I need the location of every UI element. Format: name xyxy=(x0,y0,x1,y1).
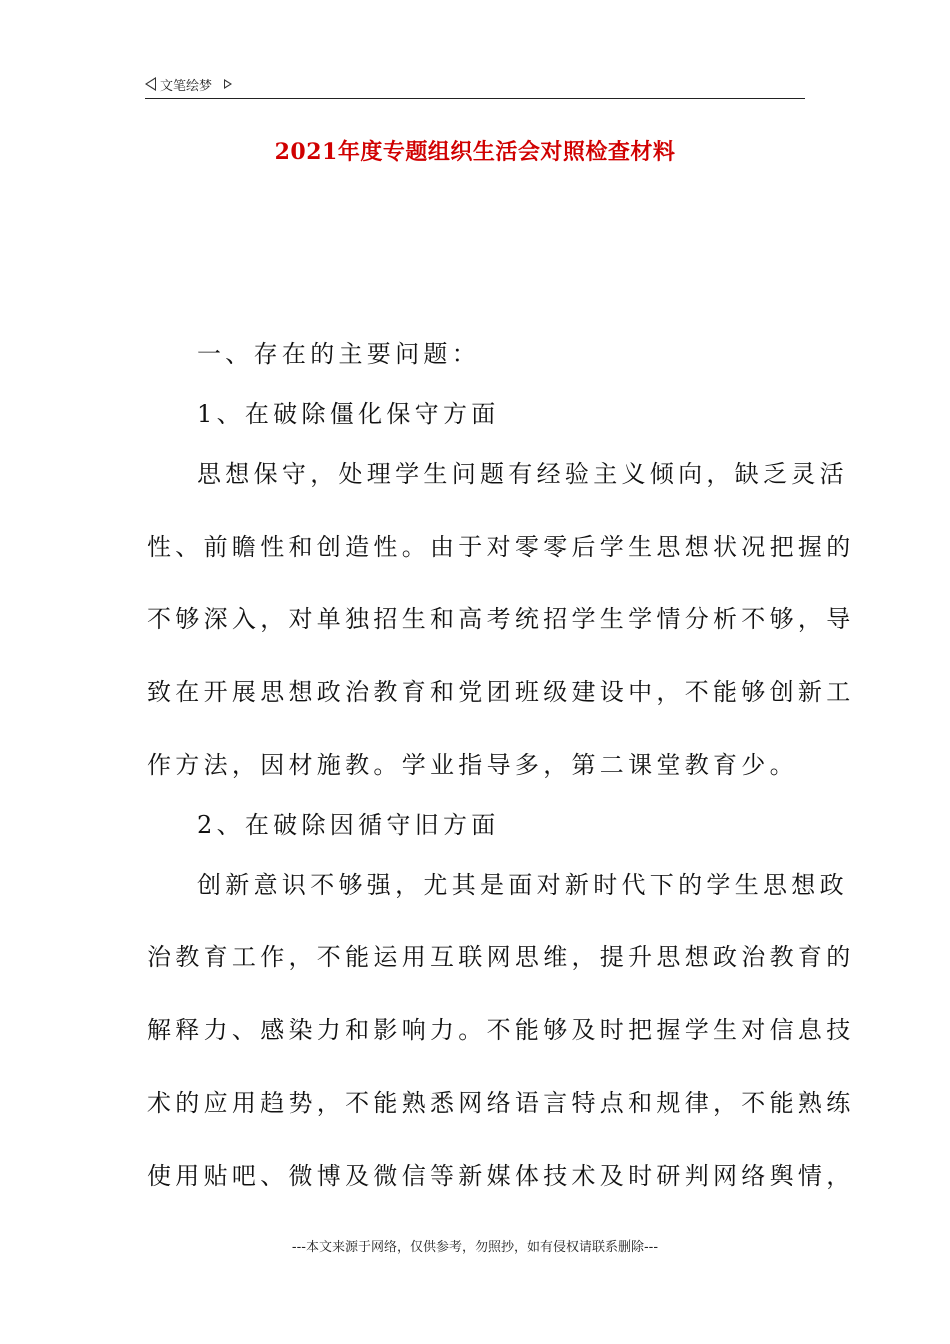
document-title: 2021年度专题组织生活会对照检查材料 xyxy=(274,139,676,165)
footer-disclaimer: ---本文来源于网络，仅供参考，勿照抄，如有侵权请联系删除--- xyxy=(291,1240,659,1255)
document-body xyxy=(147,330,855,1224)
subsection-heading: 2、在破除因循守旧方面 xyxy=(197,810,500,839)
paragraph-line: 使用贴吧、微博及微信等新媒体技术及时研判网络舆情， xyxy=(147,1161,855,1190)
paragraph-line: 思想保守，处理学生问题有经验主义倾向，缺乏灵活 xyxy=(197,460,848,488)
paragraph-line: 解释力、感染力和影响力。不能够及时把握学生对信息技 xyxy=(147,1016,855,1045)
section-heading: 一、存在的主要问题： xyxy=(197,340,480,368)
header-brand: 文笔绘梦 xyxy=(160,78,213,94)
paragraph-line: 不够深入，对单独招生和高考统招学生学情分析不够，导 xyxy=(147,605,855,634)
triangle-left-icon xyxy=(145,77,156,91)
paragraph-line: 创新意识不够强，尤其是面对新时代下的学生思想政 xyxy=(197,870,848,899)
paragraph-line: 致在开展思想政治教育和党团班级建设中，不能够创新工 xyxy=(147,678,855,707)
paragraph-line: 术的应用趋势，不能熟悉网络语言特点和规律，不能熟练 xyxy=(147,1088,855,1117)
paragraph-line: 性、前瞻性和创造性。由于对零零后学生思想状况把握的 xyxy=(147,532,855,561)
document-header xyxy=(145,72,232,96)
triangle-right-icon xyxy=(224,79,232,89)
subsection-heading: 1、在破除僵化保守方面 xyxy=(197,400,500,428)
paragraph-line: 作方法，因材施教。学业指导多，第二课堂教育少。 xyxy=(147,750,798,779)
header-divider xyxy=(145,98,805,99)
paragraph-line: 治教育工作，不能运用互联网思维，提升思想政治教育的 xyxy=(147,943,855,972)
